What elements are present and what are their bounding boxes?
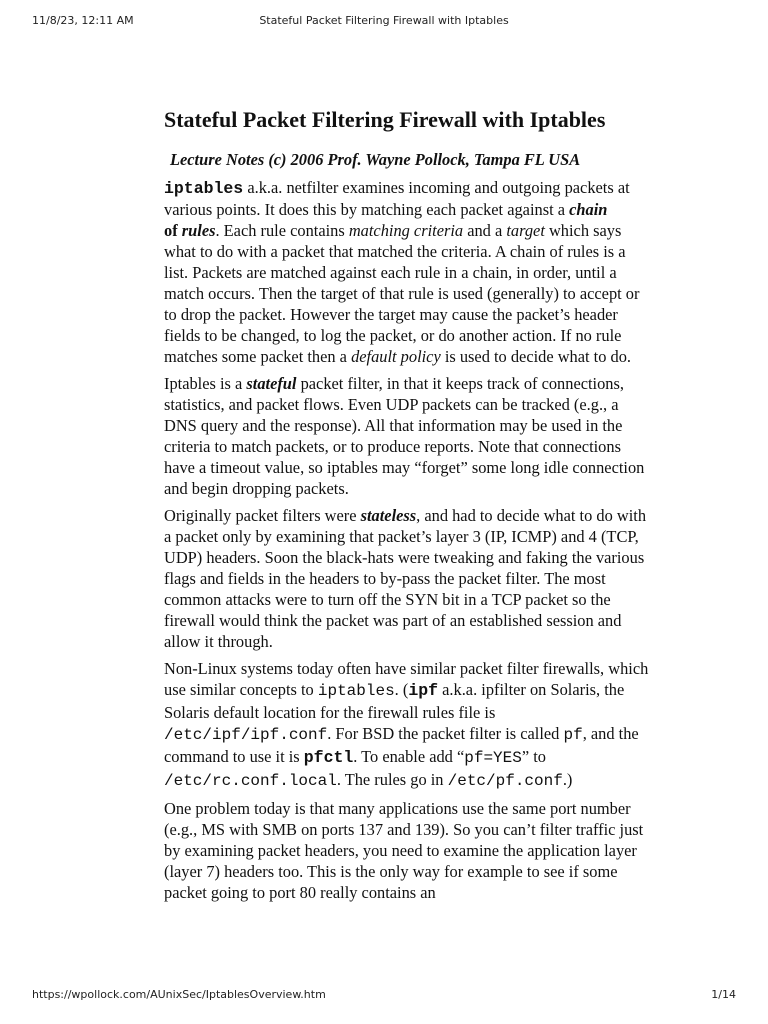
print-header (0, 14, 768, 30)
term-matching-criteria: matching criteria (348, 221, 464, 240)
document-subtitle: Lecture Notes (c) 2006 Prof. Wayne Pollock, Tampa FL USA (170, 150, 581, 169)
term-rules: rules (181, 221, 216, 240)
path-pf-conf: /etc/pf.conf (447, 772, 563, 790)
term-stateful: stateful (246, 374, 297, 393)
document-title: Stateful Packet Filtering Firewall with Iptables (164, 107, 606, 132)
print-url: https://wpollock.com/AUnixSec/IptablesOverview.htm (32, 988, 326, 1001)
print-page-title: Stateful Packet Filtering Firewall with Iptables (259, 14, 509, 27)
print-page-number: 1/14 (711, 988, 736, 1001)
command-pfctl: pfctl (303, 748, 354, 767)
paragraph-stateful: Iptables is a stateful packet filter, in that it keeps track of connections, statistics, and packet flows. Even UDP packets can be tracked (e.g., a DNS query and the response). All that information may be used in the criteria to match packets, or to produce reports. Note that connections have a timeout value, so iptables may “forget” some long idle connection and begin dropping packets. (164, 374, 645, 498)
term-default-policy: default policy (351, 347, 441, 366)
paragraph-non-linux: Non-Linux systems today often have similar packet filter firewalls, which use similar concepts to iptables. (ipf a.k.a. ipfilter on Solaris, the Solaris default location for the firewall rules file is /etc/ipf/ipf.conf. For BSD the packet filter is called pf, and the command to use it is pfctl. To enable add “pf=YES” to /etc/rc.conf.local. The rules go in /etc/pf.conf.) (164, 659, 649, 790)
term-stateless: stateless (360, 506, 417, 525)
code-pf: pf (563, 726, 583, 744)
term-chain: chain (569, 200, 608, 219)
code-pf-yes: pf=YES (464, 749, 522, 767)
command-ipf: ipf (408, 681, 439, 700)
code-iptables: iptables (317, 682, 395, 700)
document-body (164, 105, 650, 909)
print-datetime: 11/8/23, 12:11 AM (32, 14, 134, 27)
term-target: target (506, 221, 545, 240)
paragraph-stateless: Originally packet filters were stateless, and had to decide what to do with a packet only by examining that packet’s layer 3 (IP, ICMP) and 4 (TCP, UDP) headers. Soon the black-hats were tweaking and faking the various flags and fields in the headers to by-pass the packet filter. The most common attacks were to turn off the SYN bit in a TCP packet so the firewall would think the packet was part of an established session and allow it through. (164, 506, 647, 651)
command-iptables: iptables (164, 179, 244, 198)
paragraph-app-layer: One problem today is that many applications use the same port number (e.g., MS with SMB on ports 137 and 139). So you can’t filter traffic just by examining packet headers, you need to examine the application layer (layer 7) headers too. This is the only way for example to see if some packet going to port 80 really contains an (164, 799, 644, 902)
print-footer (0, 988, 768, 1004)
path-rc-conf-local: /etc/rc.conf.local (164, 772, 337, 790)
path-ipf-conf: /etc/ipf/ipf.conf (164, 726, 328, 744)
paragraph-iptables-intro: iptables a.k.a. netfilter examines incoming and outgoing packets at various points. It does this by matching each packet against a chain of rules. Each rule contains matching criteria and a target which says what to do with a packet that matched the criteria. A chain of rules is a list. Packets are matched against each rule in a chain, in order, until a match occurs. Then the target of that rule is used (generally) to accept or to drop the packet. However the target may cause the packet’s header fields to be changed, to log the packet, or do another action. If no rule matches some packet then a default policy is used to decide what to do. (164, 178, 640, 366)
